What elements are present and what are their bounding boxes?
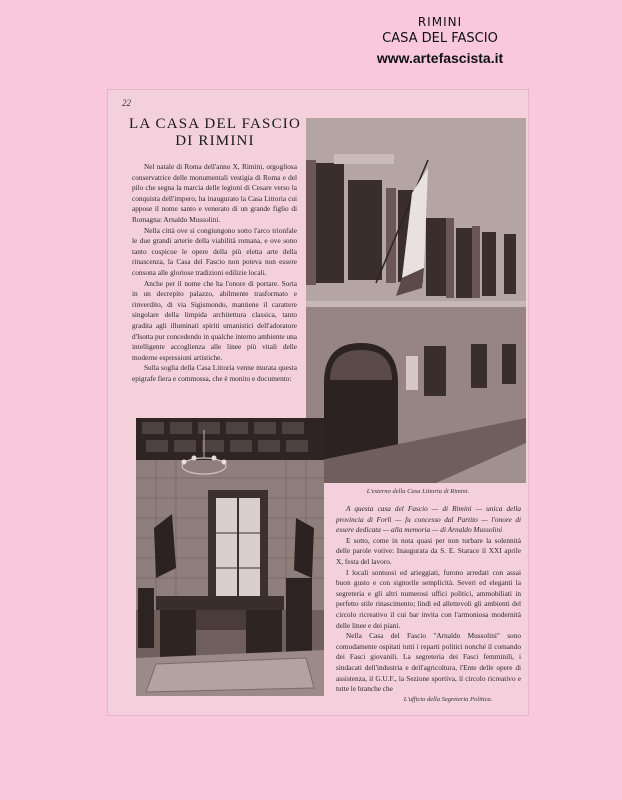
left-column-text [132,162,297,384]
site-url[interactable]: www.artefascista.it [376,50,504,66]
exterior-photo-drawing [306,118,526,483]
paragraph: Nella Casa del Fascio "Arnaldo Mussolini" sono comodamente ospitati tutti i reparti politici nonché il comando dei Fasci giovanili. La segreteria dei Fasci femminili, i sindacati dell'industria e dell'agricoltura, l'Ente delle opere di assistenza, il G.U.F., la Sezione sportiva, il circolo ricreativo e tutte le branche che [336,631,521,694]
paragraph: E sotto, come in nota quasi per non turbare la solennità delle parole votive: Inaugurata da S. E. Starace il XXI aprile X, festa del lavoro. [336,535,521,566]
interior-photo-drawing [136,418,324,696]
interior-photo [136,418,324,696]
epigraph: A questa casa del Fascio — di Rimini — unica della provincia di Forlì — fu concesso dal Partito — l'onore di essere dedicata — alla memoria — di Arnaldo Mussolini [336,504,521,535]
exterior-photo-caption: L'esterno della Casa Littoria di Rimini. [366,488,470,495]
article-title [126,116,304,150]
title-line-1: LA CASA DEL FASCIO [128,116,302,132]
site-subject: CASA DEL FASCIO [382,31,498,46]
magazine-page [108,90,528,715]
interior-photo-caption: L'ufficio della Segreteria Politica. [403,696,493,703]
paragraph: I locali sontuosi ed arieggiati, furono arredati con assai buon gusto e con signorile semplicità. Severi ed eleganti la segreteria e gli altri numerosi uffici politici, ammobiliati in perfetto stile rinascimento; lindi ed allettevoli gli ambienti del circolo ricreativo il cui bar invita con l'armoniosa modernità delle linee e dei piani. [336,567,521,630]
paragraph: Nella città ove si congiungono sotto l'arco trionfale le due grandi arterie della viabilità romana, e ove sono tanto cospicue le opere della più eletta arte della rinascenza, la Casa del Fascio non poteva non essere consona alle gloriose tradizioni edilizie locali. [132,225,297,277]
paragraph: Nel natale di Roma dell'anno X, Rimini, orgogliosa conservatrice delle monumentali vestigia di Roma e del pilo che segna la marcia delle legioni di Cesare verso la conquista dell'impero, ha inaugurato la Casa Littoria cui appose il nome santo e venerato di un grande figlio di Romagna: Arnaldo Mussolini. [132,162,297,224]
right-column-text [336,504,521,695]
page-number: 22 [122,98,131,108]
site-header [340,14,540,68]
paragraph: Sulla soglia della Casa Littoria venne murata questa epigrafe fiera e commossa, che è monito e documento: [132,363,297,383]
site-city: RIMINI [417,15,463,29]
paragraph: Anche per il nome che ha l'onore di portare. Sorta in un decrepito palazzo, abilmente trasformato e rinverdito, di via Sigismondo, mantiene il carattere singolare della limpida architettura classica, tanto gradita agli illuminati spiriti umanistici dell'adoratore d'Isotta pur concedendo in qualche interno ambiente una intelligente accoglienza alle linee più vitali delle moderne espressioni artistiche. [132,278,297,362]
exterior-photo [306,118,526,483]
title-line-2: DI RIMINI [175,133,255,149]
